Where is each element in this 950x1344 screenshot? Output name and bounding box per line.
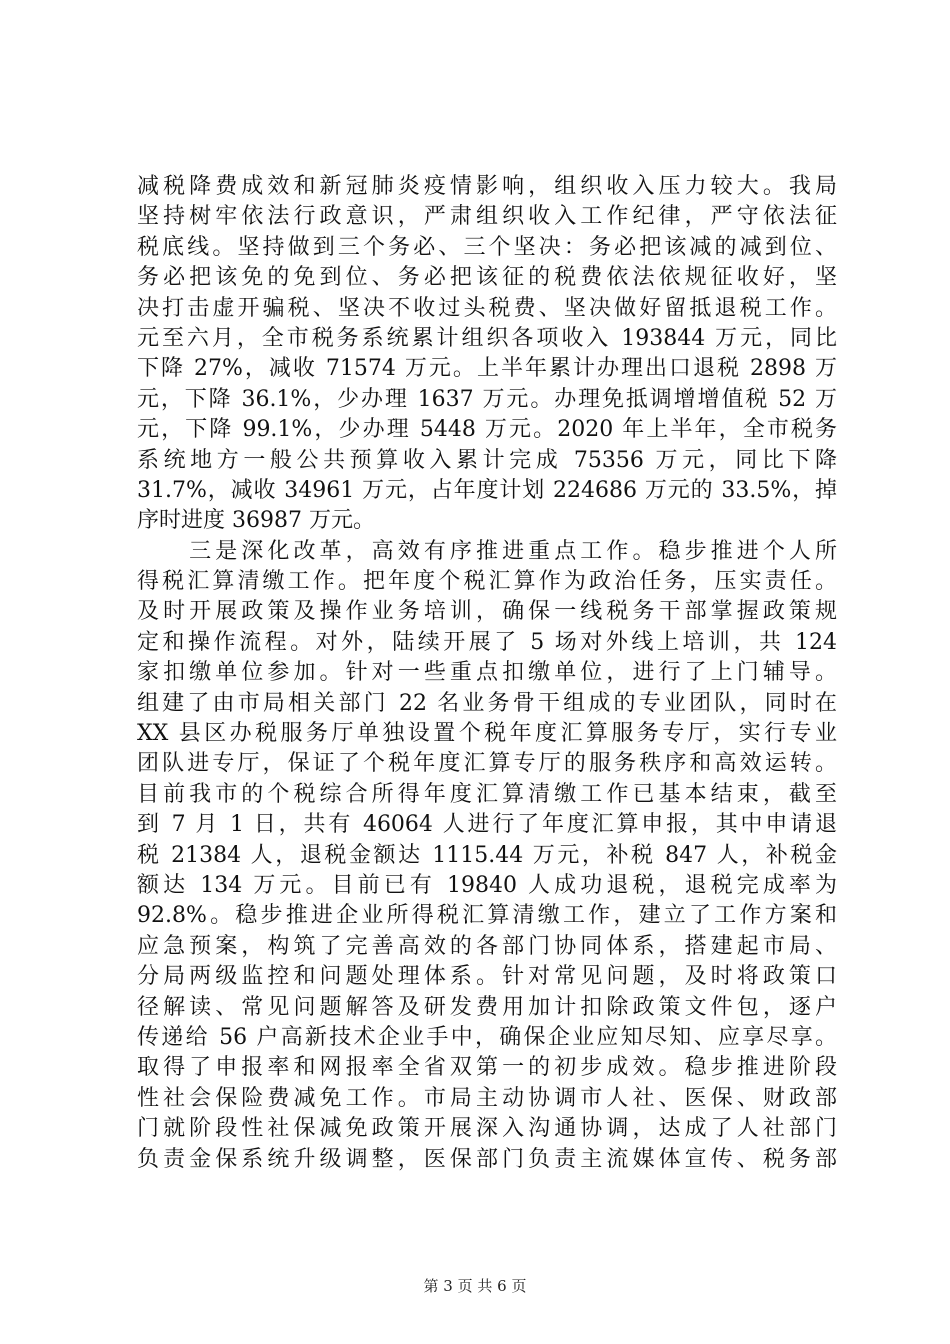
text-line: XX 县区办税服务厅单独设置个税年度汇算服务专厅，实行专业 <box>137 721 837 747</box>
document-body <box>137 172 837 1175</box>
text-line: 税 21384 人，退税金额达 1115.44 万元，补税 847 人，补税金 <box>137 842 837 868</box>
text-line: 税底线。坚持做到三个务必、三个坚决：务必把该减的减到位、 <box>137 234 837 260</box>
text-line: 性社会保险费减免工作。市局主动协调市人社、医保、财政部 <box>137 1085 837 1111</box>
text-line: 门就阶段性社保减免政策开展深入沟通协调，达成了人社部门 <box>137 1116 837 1142</box>
text-line: 取得了申报率和网报率全省双第一的初步成效。稳步推进阶段 <box>137 1055 837 1081</box>
text-line: 得税汇算清缴工作。把年度个税汇算作为政治任务，压实责任。 <box>137 569 837 595</box>
text-line: 决打击虚开骗税、坚决不收过头税费、坚决做好留抵退税工作。 <box>137 295 837 321</box>
text-line: 目前我市的个税综合所得年度汇算清缴工作已基本结束，截至 <box>137 781 837 807</box>
text-line: 92.8%。稳步推进企业所得税汇算清缴工作，建立了工作方案和 <box>137 903 837 929</box>
text-line: 三是深化改革，高效有序推进重点工作。稳步推进个人所 <box>137 538 837 564</box>
text-line: 坚持树牢依法行政意识，严肃组织收入工作纪律，严守依法征 <box>137 204 837 230</box>
text-line: 系统地方一般公共预算收入累计完成 75356 万元，同比下降 <box>137 447 837 473</box>
text-line: 应急预案，构筑了完善高效的各部门协同体系，搭建起市局、 <box>137 933 837 959</box>
text-line: 到 7 月 1 日，共有 46064 人进行了年度汇算申报，其中申请退 <box>137 812 837 838</box>
text-line: 元至六月，全市税务系统累计组织各项收入 193844 万元，同比 <box>137 325 837 351</box>
text-line: 组建了由市局相关部门 22 名业务骨干组成的专业团队，同时在 <box>137 690 837 716</box>
text-line: 减税降费成效和新冠肺炎疫情影响，组织收入压力较大。我局 <box>137 174 837 199</box>
text-line: 团队进专厅，保证了个税年度汇算专厅的服务秩序和高效运转。 <box>137 751 837 777</box>
text-line: 及时开展政策及操作业务培训，确保一线税务干部掌握政策规 <box>137 599 837 625</box>
page-footer: 第 3 页 共 6 页 <box>423 1277 527 1295</box>
text-line: 传递给 56 户高新技术企业手中，确保企业应知尽知、应享尽享。 <box>137 1024 837 1050</box>
text-line: 定和操作流程。对外，陆续开展了 5 场对外线上培训，共 124 <box>137 629 837 655</box>
text-line: 元，下降 36.1%，少办理 1637 万元。办理免抵调增增值税 52 万 <box>137 386 837 412</box>
text-line: 径解读、常见问题解答及研发费用加计扣除政策文件包，逐户 <box>137 994 837 1020</box>
text-line: 31.7%，减收 34961 万元，占年度计划 224686 万元的 33.5%，掉 <box>137 477 837 503</box>
text-line: 务必把该免的免到位、务必把该征的税费依法依规征收好，坚 <box>137 265 837 291</box>
text-line: 序时进度 36987 万元。 <box>137 508 375 534</box>
text-line: 元，下降 99.1%，少办理 5448 万元。2020 年上半年，全市税务 <box>137 417 837 443</box>
text-line: 分局两级监控和问题处理体系。针对常见问题，及时将政策口 <box>137 964 837 990</box>
text-line: 负责金保系统升级调整，医保部门负责主流媒体宣传、税务部 <box>137 1146 837 1172</box>
text-line: 额达 134 万元。目前已有 19840 人成功退税，退税完成率为 <box>137 872 837 898</box>
text-line: 下降 27%，减收 71574 万元。上半年累计办理出口退税 2898 万 <box>137 356 837 382</box>
text-line: 家扣缴单位参加。针对一些重点扣缴单位，进行了上门辅导。 <box>137 660 837 686</box>
